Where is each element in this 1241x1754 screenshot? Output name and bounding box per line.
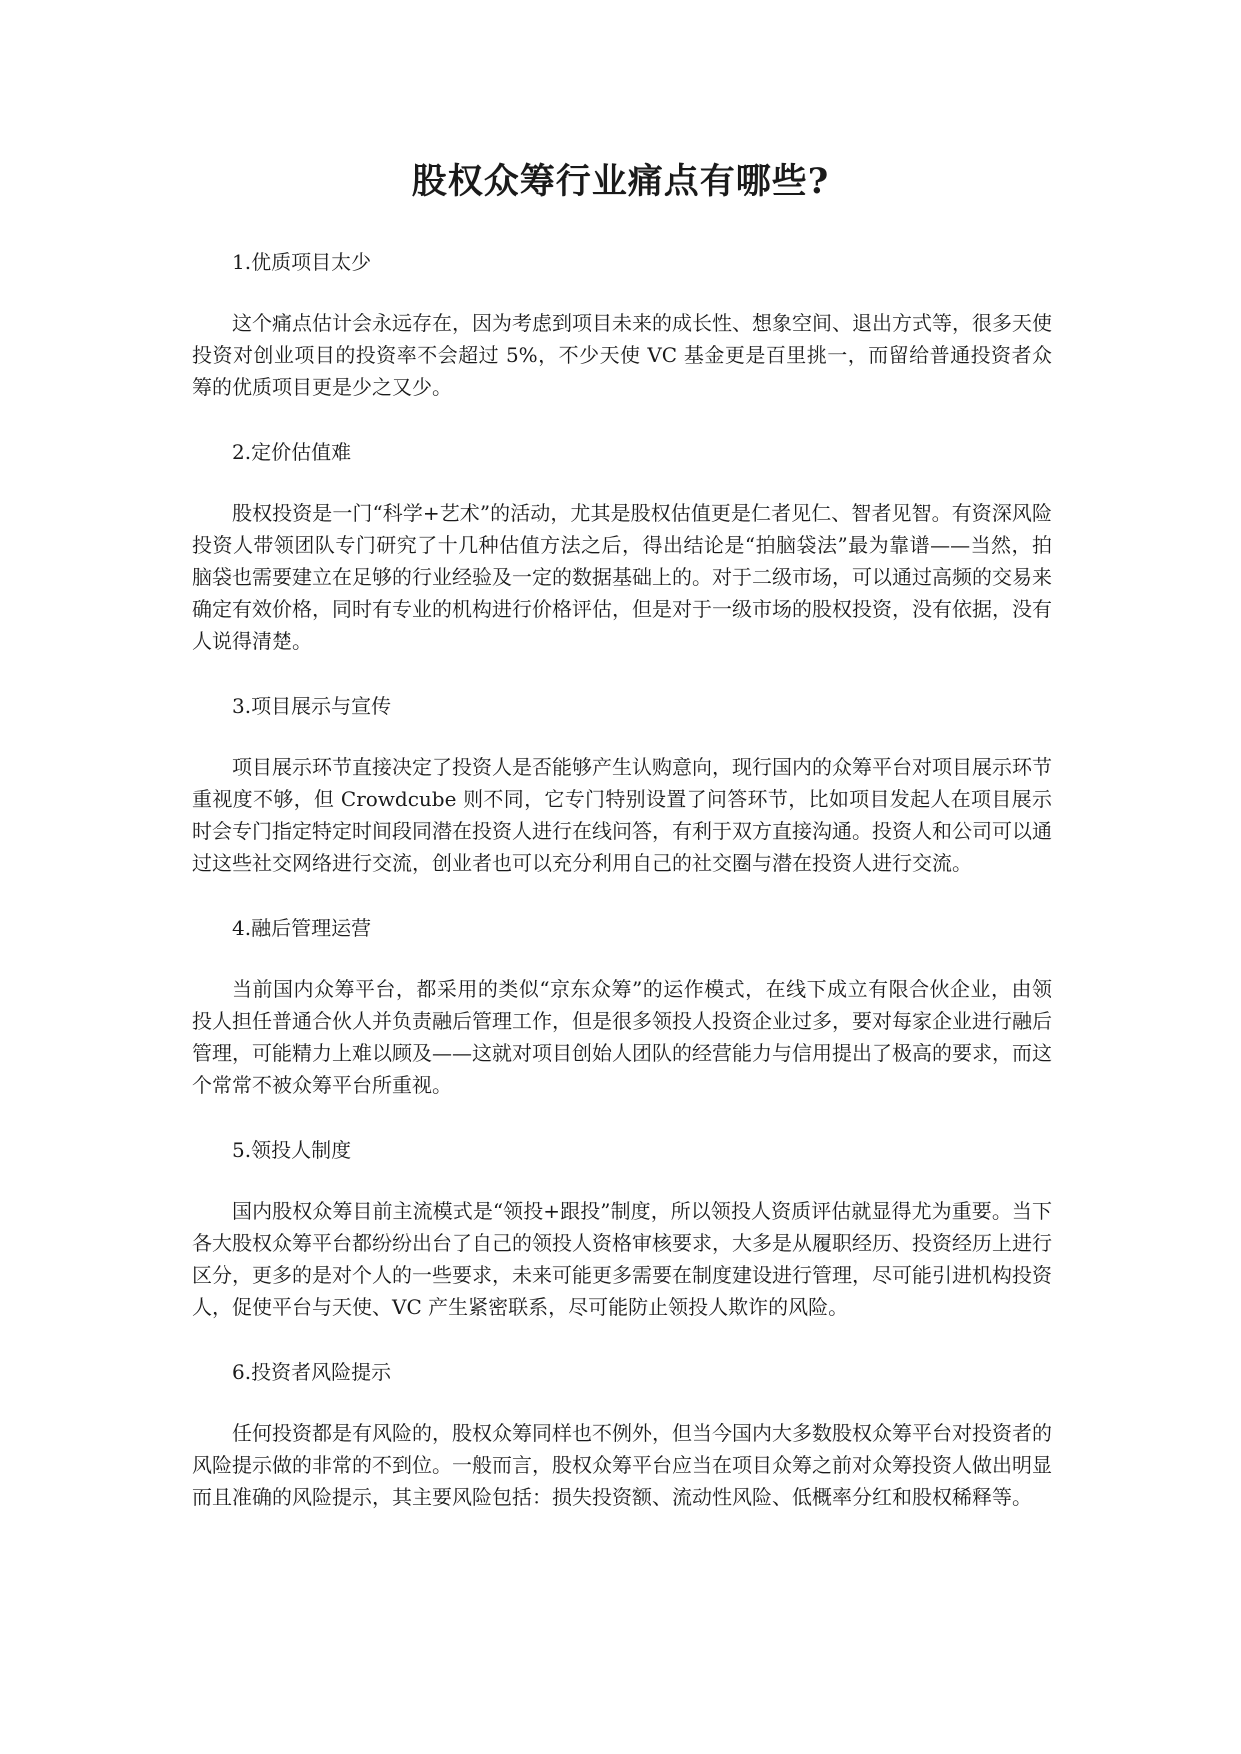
section-paragraph-5: 国内股权众筹目前主流模式是“领投+跟投”制度，所以领投人资质评估就显得尤为重要。当下各大股权众筹平台都纷纷出台了自己的领投人资格审核要求，大多是从履职经历、投资经历上进行区分，更多的是对个人的一些要求，未来可能更多需要在制度建设进行管理，尽可能引进机构投资人，促使平台与天使、VC 产生紧密联系，尽可能防止领投人欺诈的风险。 xyxy=(192,1199,1052,1319)
section-paragraph-1: 这个痛点估计会永远存在，因为考虑到项目未来的成长性、想象空间、退出方式等，很多天使投资对创业项目的投资率不会超过 5%，不少天使 VC 基金更是百里挑一，而留给普通投资者众筹的优质项目更是少之又少。 xyxy=(192,311,1052,399)
section-heading-6: 6.投资者风险提示 xyxy=(232,1360,392,1384)
section-paragraph-3: 项目展示环节直接决定了投资人是否能够产生认购意向，现行国内的众筹平台对项目展示环节重视度不够，但 Crowdcube 则不同，它专门特别设置了问答环节，比如项目发起人在项目展示时会专门指定特定时间段同潜在投资人进行在线问答，有利于双方直接沟通。投资人和公司可以通过这些社交网络进行交流，创业者也可以充分利用自己的社交圈与潜在投资人进行交流。 xyxy=(192,755,1052,875)
section-heading-4: 4.融后管理运营 xyxy=(232,916,372,940)
section-heading-1: 1.优质项目太少 xyxy=(232,250,372,274)
section-heading-5: 5.领投人制度 xyxy=(232,1138,352,1162)
section-heading-2: 2.定价估值难 xyxy=(232,440,352,464)
document-title: 股权众筹行业痛点有哪些? xyxy=(411,161,830,202)
section-paragraph-2: 股权投资是一门“科学+艺术”的活动，尤其是股权估值更是仁者见仁、智者见智。有资深风险投资人带领团队专门研究了十几种估值方法之后，得出结论是“拍脑袋法”最为靠谱——当然，拍脑袋也需要建立在足够的行业经验及一定的数据基础上的。对于二级市场，可以通过高频的交易来确定有效价格，同时有专业的机构进行价格评估，但是对于一级市场的股权投资，没有依据，没有人说得清楚。 xyxy=(192,501,1052,653)
document-body xyxy=(192,246,1052,1513)
section-paragraph-4: 当前国内众筹平台，都采用的类似“京东众筹”的运作模式，在线下成立有限合伙企业，由领投人担任普通合伙人并负责融后管理工作，但是很多领投人投资企业过多，要对每家企业进行融后管理，可能精力上难以顾及——这就对项目创始人团队的经营能力与信用提出了极高的要求，而这个常常不被众筹平台所重视。 xyxy=(192,977,1052,1097)
section-heading-3: 3.项目展示与宣传 xyxy=(232,694,392,718)
section-paragraph-6: 任何投资都是有风险的，股权众筹同样也不例外，但当今国内大多数股权众筹平台对投资者的风险提示做的非常的不到位。一般而言，股权众筹平台应当在项目众筹之前对众筹投资人做出明显而且准确的风险提示，其主要风险包括：损失投资额、流动性风险、低概率分红和股权稀释等。 xyxy=(192,1421,1052,1509)
